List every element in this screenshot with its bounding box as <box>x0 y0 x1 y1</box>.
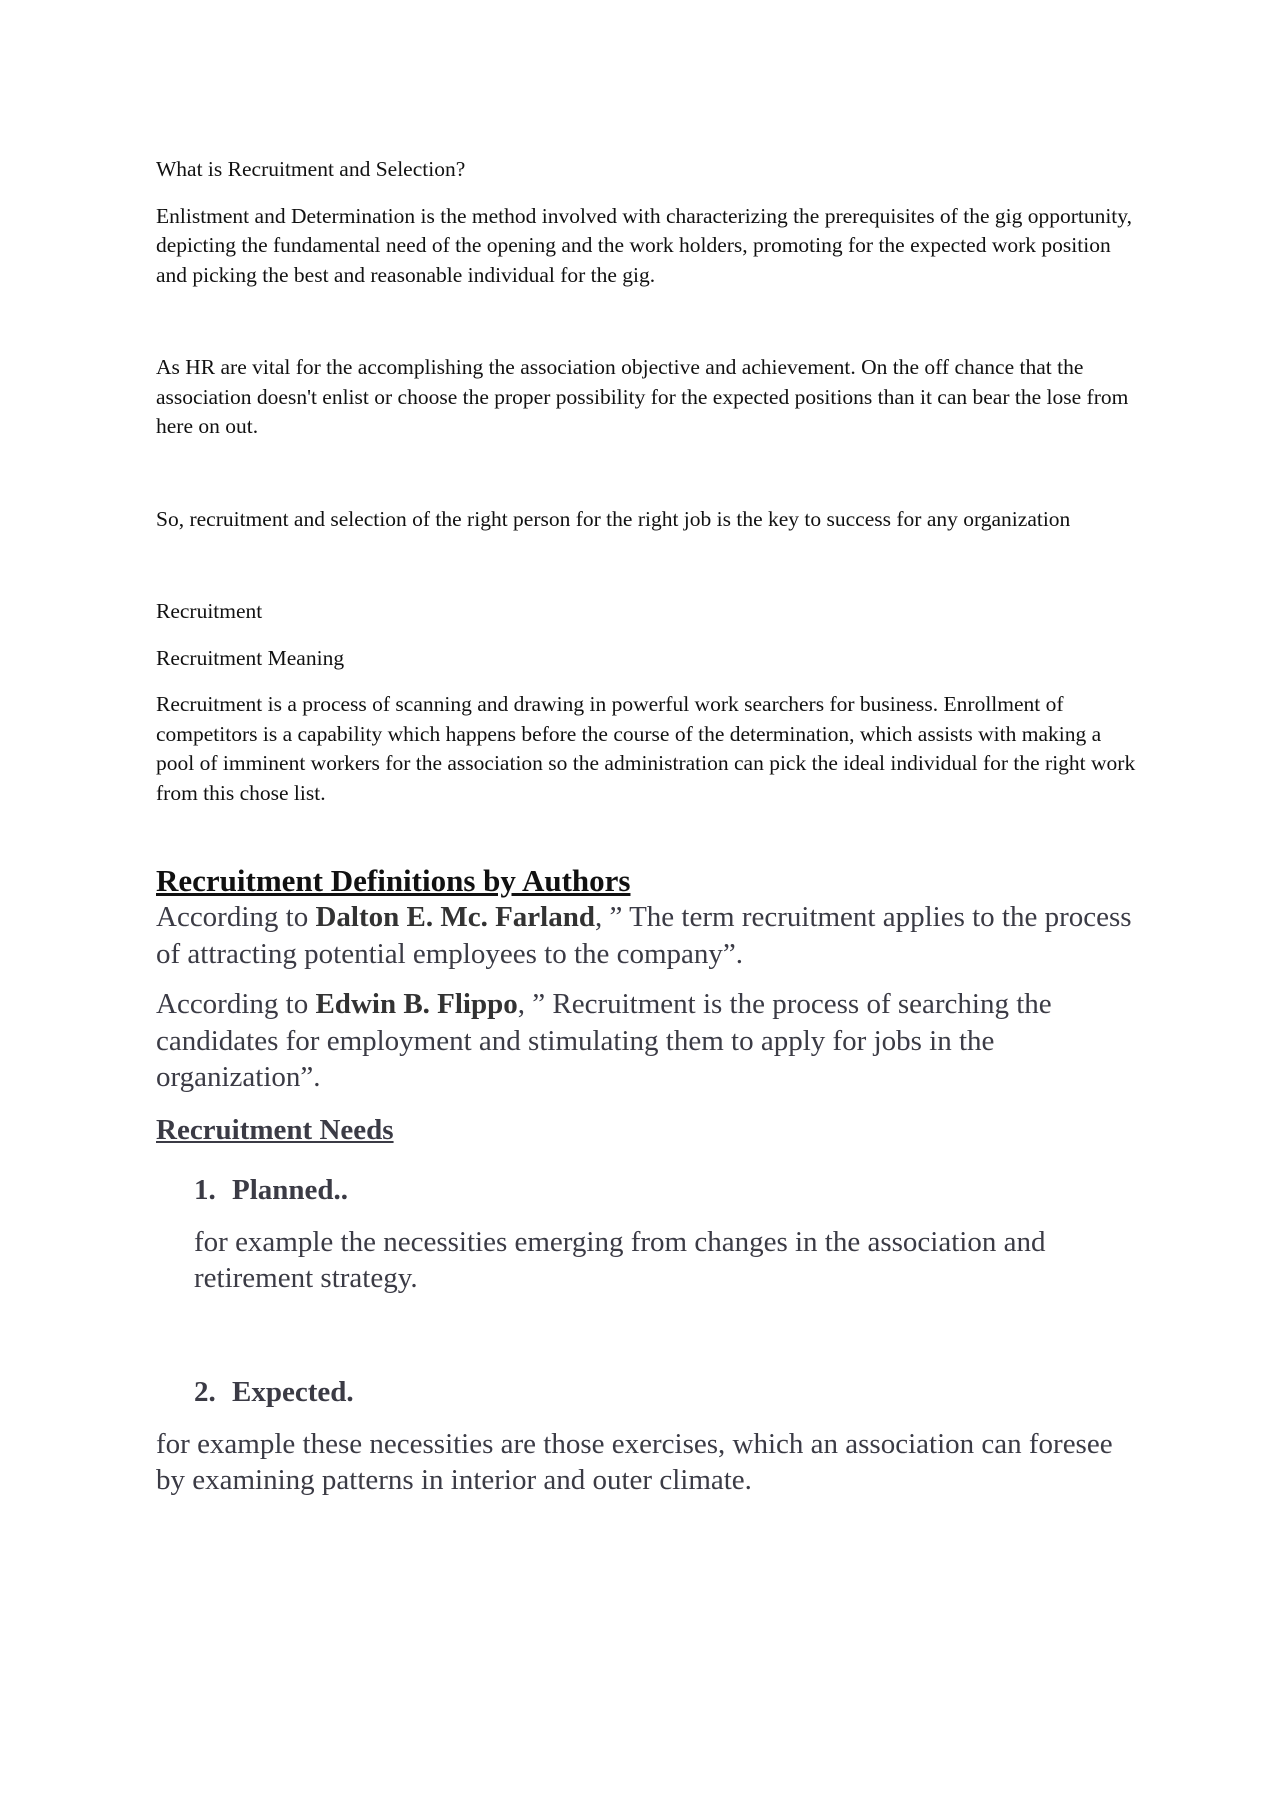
paragraph-hr-importance: As HR are vital for the accomplishing the association objective and achievement. On the off chance that the association doesn't enlist or choose the proper possibility for the expected positions than it can bear the lose from here on out. <box>156 355 1129 438</box>
heading-definitions: Recruitment Definitions by Authors <box>156 863 631 898</box>
heading-needs: Recruitment Needs <box>156 1113 394 1146</box>
definition-prefix: According to <box>156 988 316 1020</box>
need-item-title <box>156 1172 1136 1208</box>
need-item-text: for example these necessities are those exercises, which an association can foresee by examining patterns in interior and outer climate. <box>156 1427 1113 1496</box>
definition-prefix: According to <box>156 901 316 933</box>
need-item-label: Planned.. <box>232 1173 349 1206</box>
document-content <box>156 155 1136 1499</box>
label-recruitment-meaning: Recruitment Meaning <box>156 645 345 670</box>
paragraph-definition: Enlistment and Determination is the method involved with characterizing the prerequisites of the gig opportunity, depicting the fundamental need of the opening and the work holders, promoting for the expected work position and picking the best and reasonable individual for the gig. <box>156 203 1133 287</box>
author-farland: Dalton E. Mc. Farland <box>315 901 595 933</box>
definition-flippo <box>156 986 1136 1096</box>
need-item-number: 1. <box>194 1173 216 1206</box>
need-item-number: 2. <box>194 1375 216 1408</box>
author-flippo: Edwin B. Flippo <box>315 988 518 1020</box>
definition-farland <box>156 899 1136 972</box>
label-recruitment: Recruitment <box>156 599 263 623</box>
need-item-label: Expected. <box>232 1375 354 1408</box>
definition-quote: , ” The term recruitment applies to the process of attracting potential employees to the company”. <box>156 901 1132 970</box>
need-item-title <box>156 1374 1136 1410</box>
question-title: What is Recruitment and Selection? <box>156 157 466 181</box>
paragraph-recruitment-meaning: Recruitment is a process of scanning and drawing in powerful work searchers for business. Enrollment of competitors is a capability which happens before the course of the determination, which assists with making a pool of imminent workers for the association so the administration can pick the ideal individual for the right work from this chose list. <box>156 692 1136 805</box>
need-item-text: for example the necessities emerging from changes in the association and retirement strategy. <box>194 1225 1046 1294</box>
paragraph-conclusion: So, recruitment and selection of the right person for the right job is the key to success for any organization <box>156 506 1071 531</box>
definition-quote: , ” Recruitment is the process of searching the candidates for employment and stimulating them to apply for jobs in the organization”. <box>156 988 1052 1093</box>
